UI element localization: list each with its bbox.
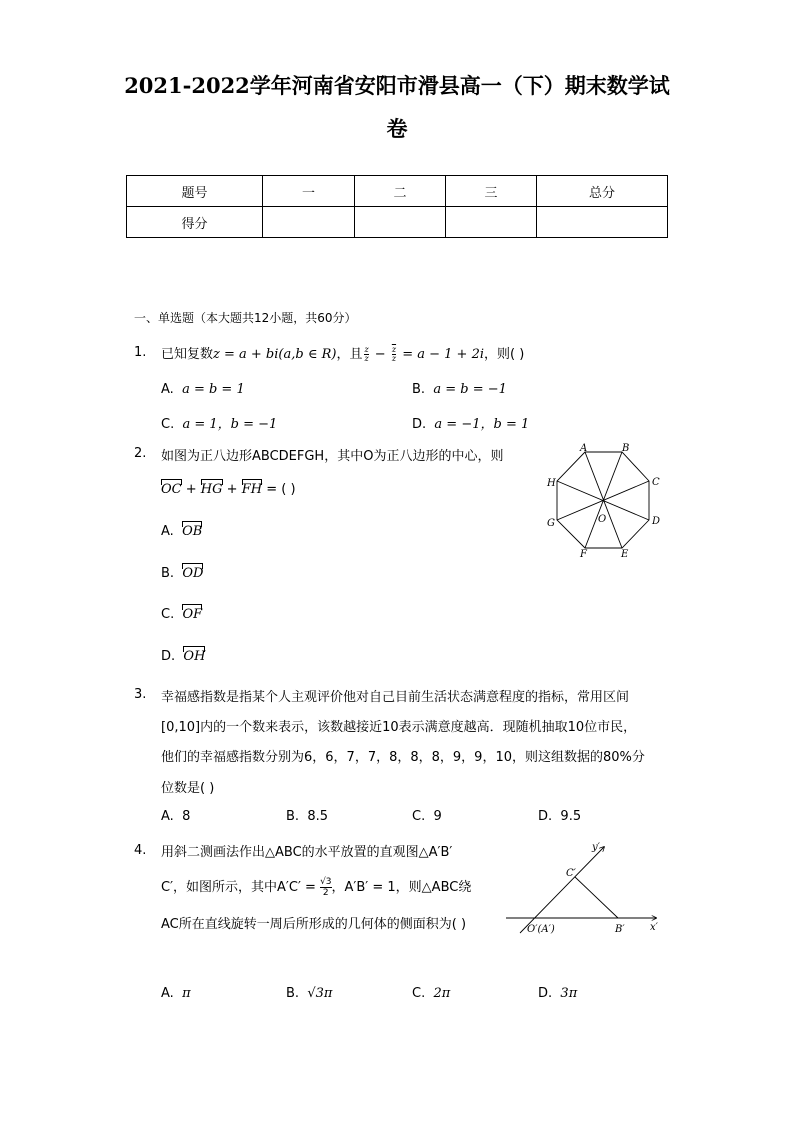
score-table (126, 175, 668, 238)
q1-stem-expr2: = a − 1 + 2i (402, 347, 484, 362)
octagon-outline (557, 452, 649, 548)
q4-line2-a: C′，如图所示，其中A′C′ = (161, 880, 321, 895)
point-label-b: B′ (615, 924, 625, 935)
center-label-o: O (598, 514, 607, 525)
axis-label-x: x′ (650, 922, 658, 933)
q4-frac-den: 2 (320, 887, 331, 898)
option-text: 2π (433, 986, 451, 1001)
q4-line3: AC所在直线旋转一周后所形成的几何体的侧面积为( ) (161, 917, 467, 932)
q1-stem-expr: z = a + bi(a,b ∈ R) (213, 347, 337, 362)
q4-line1: 用斜二测画法作出△ABC的水平放置的直观图△A′B′ (161, 845, 453, 860)
q3-line1: 幸福感指数是指某个人主观评价他对自己目前生活状态满意程度的指标，常用区间 (161, 690, 630, 705)
q1-option-b[interactable] (412, 382, 507, 397)
q2-option-c[interactable] (161, 607, 202, 622)
octagon-figure (540, 440, 665, 565)
vertex-label-f: F (580, 549, 587, 560)
vertex-label-e: E (621, 549, 629, 560)
score-cell (446, 207, 537, 238)
option-text: √3π (307, 986, 333, 1001)
score-header-cell: 三 (446, 176, 537, 207)
q2-stem-line2 (161, 482, 296, 497)
option-label: D. (412, 417, 427, 432)
q1-option-d[interactable] (412, 413, 529, 432)
vertex-label-a: A (580, 443, 588, 454)
q4-fraction (320, 877, 331, 898)
score-row-label: 得分 (127, 207, 263, 238)
section-heading: 一、单选题（本大题共12小题，共60分） (134, 311, 357, 325)
vector-fh: FH (241, 482, 263, 497)
segment-c-b (575, 877, 618, 918)
option-text: a = b = −1 (433, 382, 507, 397)
q4-option-d[interactable] (538, 986, 577, 1001)
option-text: OD (182, 566, 204, 581)
page-title-line1: 2021-2022学年河南省安阳市滑县高一（下）期末数学试 (124, 73, 670, 98)
q4-frac-num: √3 (320, 877, 332, 887)
option-label: B. (161, 566, 175, 581)
score-header-cell: 一 (263, 176, 355, 207)
q1-frac-num: z (364, 345, 369, 354)
q1-option-c[interactable] (161, 413, 277, 432)
score-header-cell: 二 (355, 176, 446, 207)
option-label: A. (161, 524, 174, 539)
score-cell (263, 207, 355, 238)
oblique-projection-figure (500, 838, 670, 938)
option-text: 9.5 (560, 809, 582, 824)
score-table-header-row (127, 176, 668, 207)
q3-option-a[interactable] (161, 809, 190, 824)
q2-stem-line1: 如图为正八边形ABCDEFGH，其中O为正八边形的中心，则 (161, 449, 504, 464)
option-label: C. (161, 417, 175, 432)
option-label: D. (538, 809, 553, 824)
option-text: OH (183, 649, 206, 664)
q1-stem-suffix: ，则( ) (484, 347, 525, 362)
q1-frac-den: z (364, 354, 369, 363)
q1-fraction-2 (392, 346, 396, 363)
score-cell (537, 207, 668, 238)
option-label: B. (286, 986, 300, 1001)
option-text: 8.5 (307, 809, 329, 824)
q2-option-d[interactable] (161, 649, 205, 664)
q4-line2 (161, 876, 471, 898)
plus-sign: + (185, 482, 197, 497)
q4-line2-b: ，A′B′ = 1，则△ABC绕 (331, 880, 472, 895)
vertex-label-d: D (652, 516, 661, 527)
option-label: A. (161, 382, 174, 397)
axis-label-y: y′ (592, 842, 600, 853)
option-text: OB (182, 524, 203, 539)
vertex-label-b: B (622, 443, 630, 454)
q1-stem: 已知复数z = a + bi(a,b ∈ R)，且 $\frac{z}{z}$ − $\frac{\overline{z}}{z}$ = a − 1 + 2i，则( ) (161, 345, 525, 363)
option-label: D. (538, 986, 553, 1001)
point-label-c: C′ (566, 868, 576, 879)
vector-hg: HG (200, 482, 223, 497)
q3-number: 3. (134, 687, 147, 702)
option-label: C. (412, 986, 426, 1001)
q1-number: 1. (134, 345, 147, 360)
option-label: B. (412, 382, 426, 397)
page-title-line2: 卷 (386, 116, 408, 141)
q2-stem-tail: = ( ) (266, 482, 296, 497)
option-label: C. (161, 607, 175, 622)
option-label: A. (161, 986, 174, 1001)
q2-option-b[interactable] (161, 566, 203, 581)
q1-frac-num: $\overline{z}$ (391, 345, 397, 354)
option-label: D. (161, 649, 176, 664)
option-text: OF (182, 607, 203, 622)
q1-option-a[interactable] (161, 382, 245, 397)
option-label: A. (161, 809, 174, 824)
vertex-label-c: C (652, 477, 660, 488)
q3-option-b[interactable] (286, 809, 328, 824)
option-text: a = b = 1 (182, 382, 245, 397)
option-text: a = 1，b = −1 (182, 417, 278, 432)
q1-stem-prefix: 已知复数 (161, 347, 214, 362)
q1-stem-mid: ，且 (336, 347, 363, 362)
q4-option-a[interactable] (161, 986, 191, 1001)
q2-option-a[interactable] (161, 524, 202, 539)
option-label: B. (286, 809, 300, 824)
score-header-cell: 题号 (127, 176, 263, 207)
q4-option-b[interactable] (286, 986, 332, 1001)
q3-option-d[interactable] (538, 809, 581, 824)
score-header-cell: 总分 (537, 176, 668, 207)
y-axis (520, 847, 604, 933)
q4-number: 4. (134, 843, 147, 858)
option-text: a = −1，b = 1 (434, 417, 530, 432)
plus-sign: + (226, 482, 238, 497)
vector-oc: OC (161, 482, 182, 497)
option-text: 9 (433, 809, 442, 824)
score-cell (355, 207, 446, 238)
option-text: π (182, 986, 191, 1001)
q1-frac-den: z (391, 354, 397, 363)
point-label-o: O′(A′) (527, 924, 555, 935)
option-label: C. (412, 809, 426, 824)
option-text: 3π (560, 986, 578, 1001)
q3-line4: 位数是( ) (161, 781, 215, 796)
q4-option-c[interactable] (412, 986, 450, 1001)
option-text: 8 (182, 809, 191, 824)
vertex-label-h: H (547, 478, 556, 489)
q3-line2: [0,10]内的一个数来表示，该数越接近10表示满意度越高．现随机抽取10位市民， (161, 720, 637, 735)
q3-line3: 他们的幸福感指数分别为6，6，7，7，8，8，8，9，9，10，则这组数据的80%分 (161, 750, 645, 765)
vertex-label-g: G (547, 518, 555, 529)
q3-option-c[interactable] (412, 809, 442, 824)
q1-fraction-1 (364, 346, 368, 363)
q2-number: 2. (134, 446, 147, 461)
score-table-row (127, 207, 668, 238)
